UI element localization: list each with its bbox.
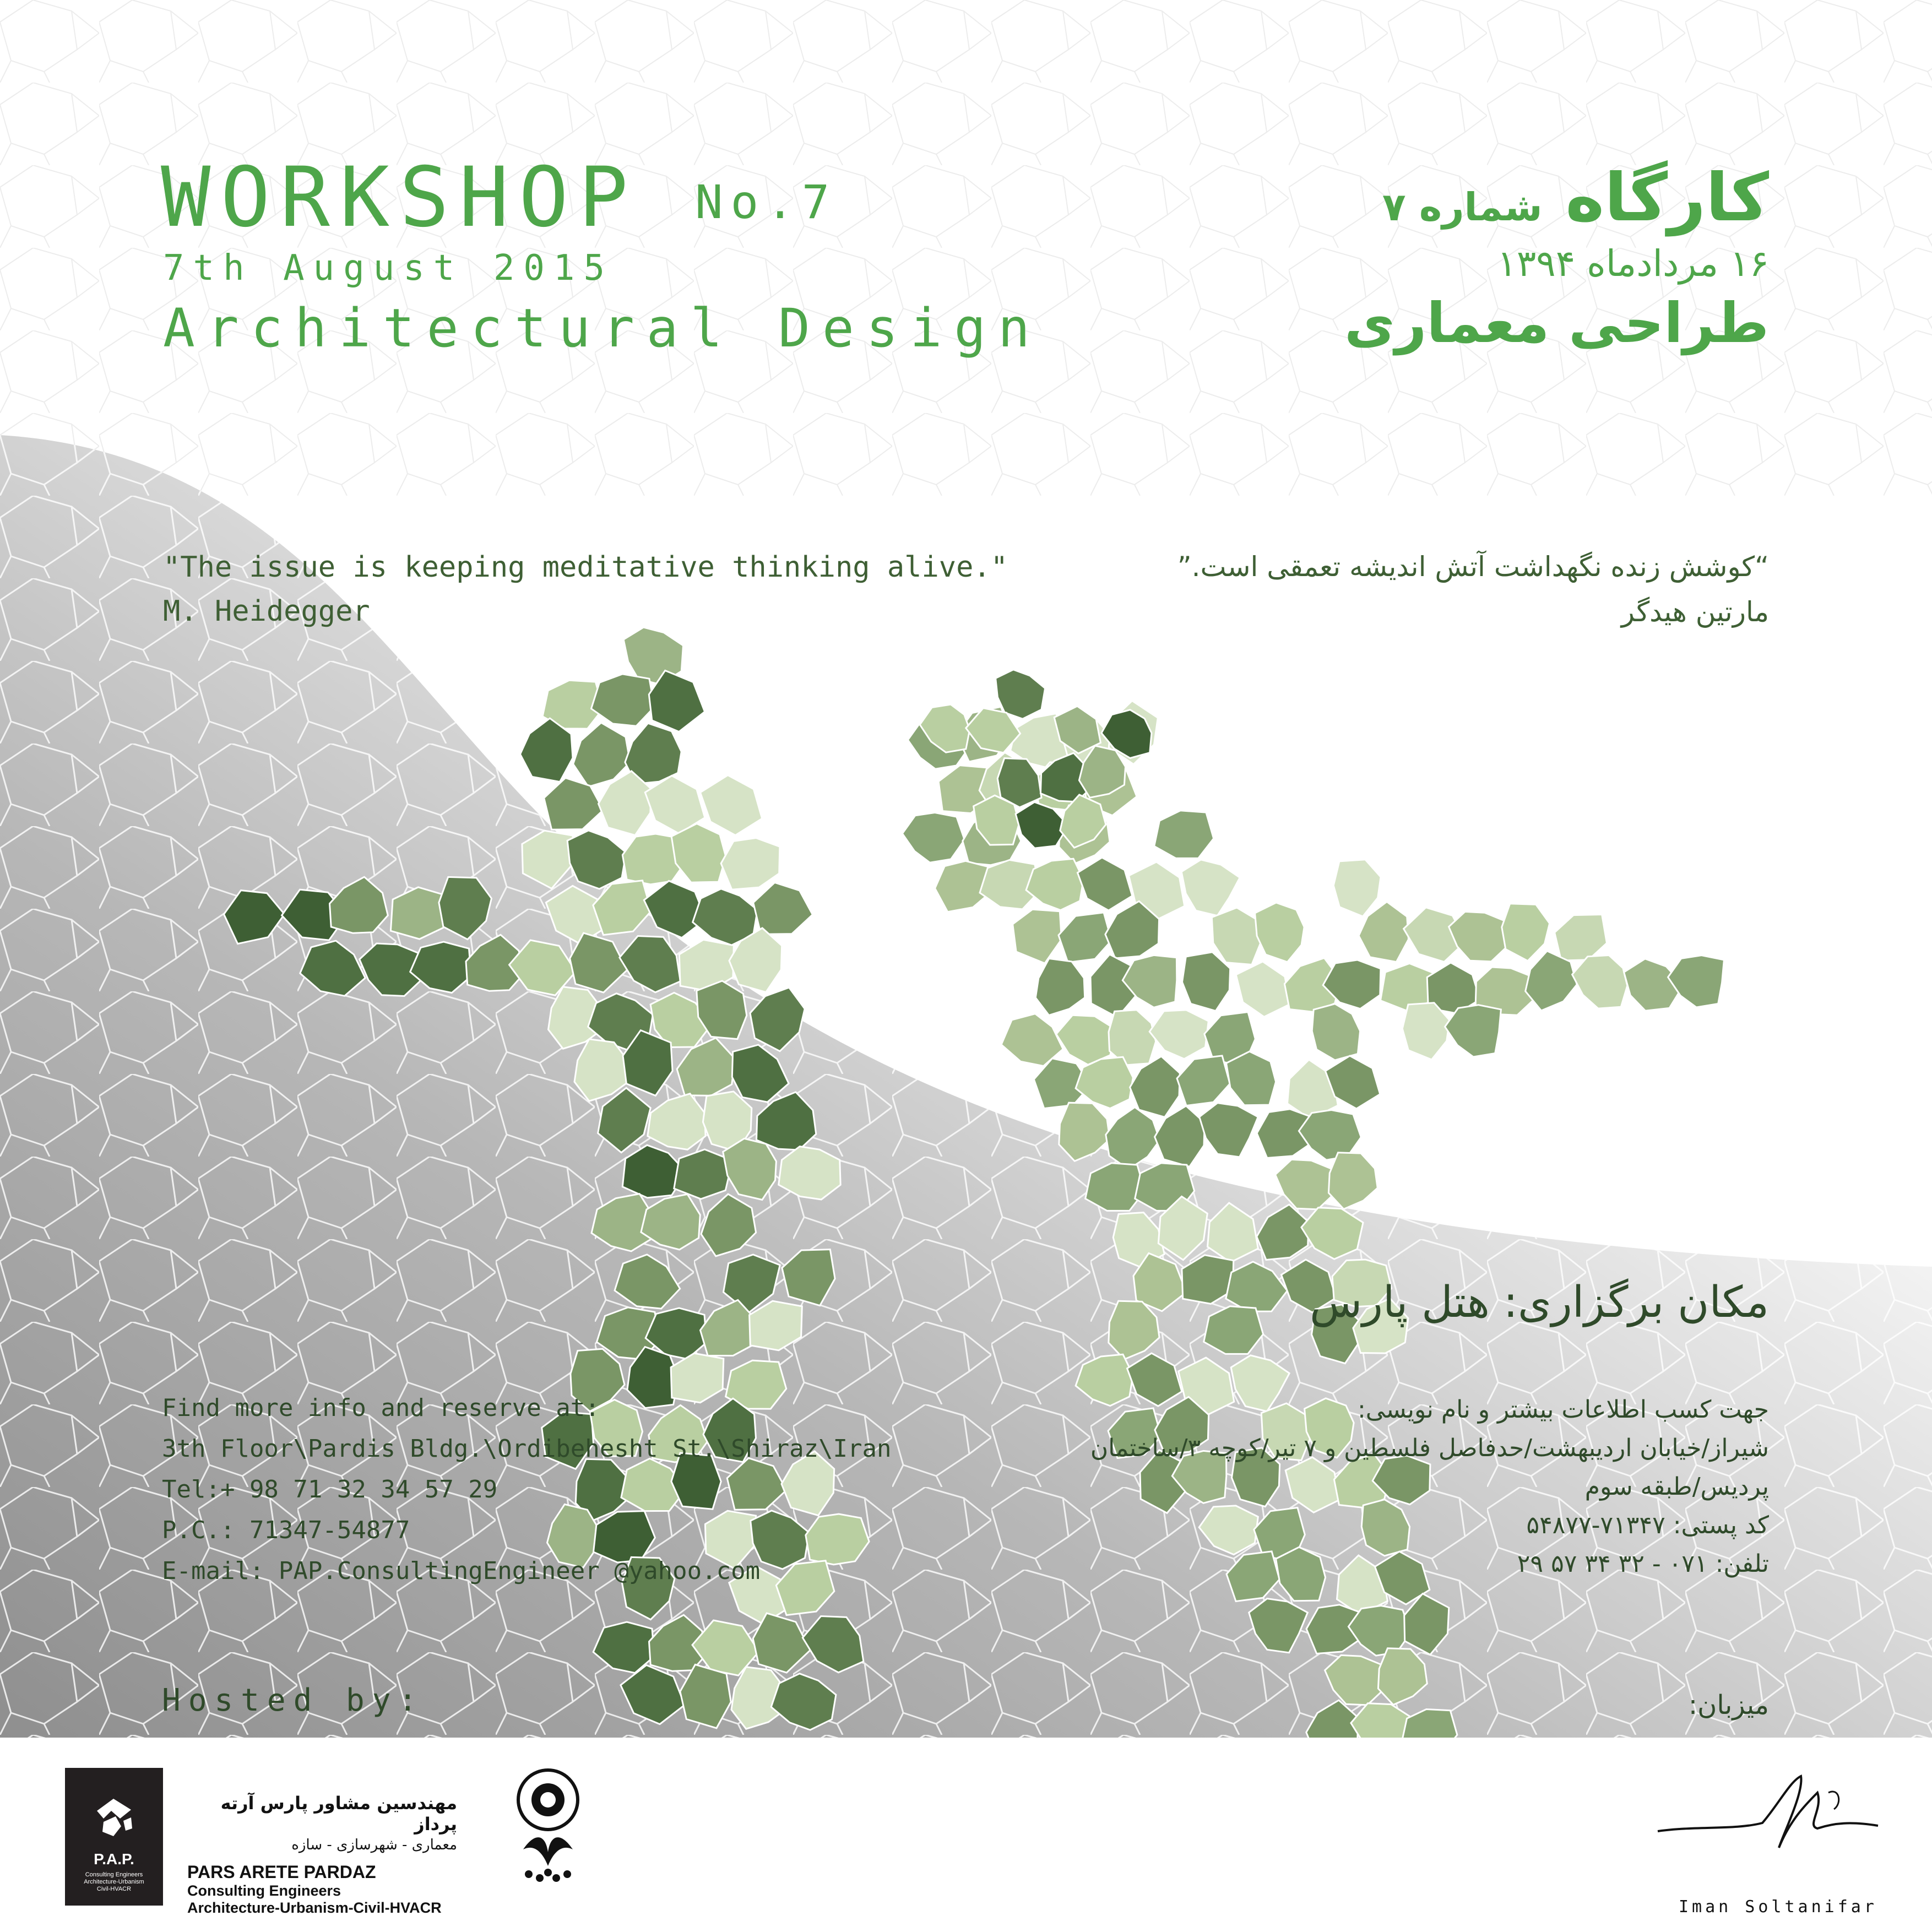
info-fa-phone: تلفن: ۰۷۱ - ۳۲ ۳۴ ۵۷ ۲۹ <box>1517 1550 1769 1578</box>
subject-fa: طراحی معماری <box>1344 291 1769 355</box>
info-en <box>162 1388 892 1592</box>
pap-logo-sub-1: Consulting Engineers <box>85 1871 143 1878</box>
venue-fa: مکان برگزاری: هتل پارس <box>1310 1278 1769 1327</box>
sponsor-fields-fa: معماری - شهرسازی - سازه <box>291 1837 457 1853</box>
info-en-email: E-mail: PAP.ConsultingEngineer @yahoo.com <box>162 1557 761 1585</box>
pap-logo-abbr: P.A.P. <box>94 1850 134 1868</box>
pap-logo-sub-3: Civil-HVACR <box>96 1886 132 1892</box>
number-fa: شماره ۷ <box>1382 184 1543 230</box>
designer-name: Iman Soltanifar <box>1679 1897 1877 1917</box>
pap-logo-subtitle <box>65 1871 163 1893</box>
sponsor-name-en: PARS ARETE PARDAZ <box>187 1862 376 1882</box>
title-fa-word: کارگاه <box>1565 160 1769 236</box>
subject-en: Architectural Design <box>163 297 1042 359</box>
number-en: No.7 <box>695 175 838 229</box>
title-en: WORKSHOP <box>161 150 638 246</box>
pars-hotel-logo-icon <box>512 1756 584 1915</box>
designer-signature-icon <box>1652 1771 1884 1859</box>
info-en-address: 3th Floor\Pardis Bldg.\Ordibehesht St.\Shiraz\Iran <box>162 1435 892 1463</box>
info-fa-line-1: جهت کسب اطلاعات بیشتر و نام نویسی: <box>1357 1396 1769 1424</box>
quote-fa: “کوشش زنده نگهداشت آتش اندیشه تعمقی است.” <box>1177 551 1769 583</box>
pap-logo <box>65 1768 163 1906</box>
sponsor-name-fa: مهندسین مشاور پارس آرته پرداز <box>220 1793 457 1835</box>
info-en-postal-code: P.C.: 71347-54877 <box>162 1516 410 1544</box>
info-en-line-1: Find more info and reserve at: <box>162 1394 600 1422</box>
title-fa <box>1382 160 1769 236</box>
pap-logo-sub-2: Architecture-Urbanism <box>84 1879 144 1885</box>
sponsor-fields-en: Architecture-Urbanism-Civil-HVACR <box>187 1900 442 1916</box>
date-en: 7th August 2015 <box>163 248 614 289</box>
sponsor-company <box>187 1793 457 1917</box>
hosted-by-en: Hosted by: <box>162 1683 425 1718</box>
info-fa <box>1090 1391 1769 1583</box>
info-fa-address-2: پردیس/طبقه سوم <box>1584 1473 1769 1501</box>
pap-logo-mark-icon <box>91 1794 137 1839</box>
info-fa-postal-code: کد پستی: ۷۱۳۴۷-۵۴۸۷۷ <box>1526 1511 1769 1539</box>
date-fa: ۱۶ مردادماه ۱۳۹۴ <box>1497 242 1769 285</box>
info-fa-address: شیراز/خیابان اردیبهشت/حدفاصل فلسطین و ۷ تیر/کوچه ۳/ساختمان <box>1090 1434 1769 1462</box>
info-en-phone: Tel:+ 98 71 32 34 57 29 <box>162 1475 498 1504</box>
quote-en: "The issue is keeping meditative thinking alive." <box>163 551 1008 584</box>
quote-author-en: M. Heidegger <box>163 595 370 628</box>
hosted-by-fa: میزبان: <box>1688 1690 1769 1721</box>
sponsor-type-en: Consulting Engineers <box>187 1882 341 1899</box>
quote-author-fa: مارتین هیدگر <box>1621 596 1769 628</box>
